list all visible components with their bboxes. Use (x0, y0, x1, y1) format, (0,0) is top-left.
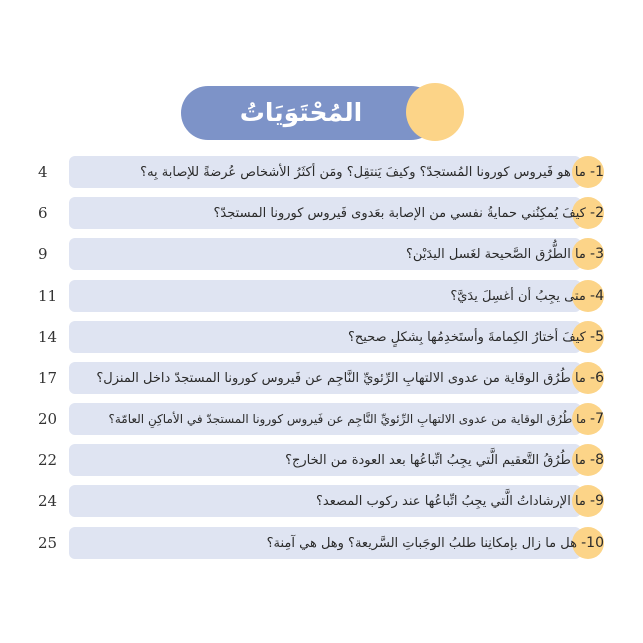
toc-item-label (74, 485, 604, 517)
toc-row[interactable] (0, 197, 643, 229)
toc-item-number: 5- (590, 329, 604, 345)
toc-item-number: 9- (590, 493, 604, 509)
toc-row[interactable] (0, 403, 643, 435)
toc-page-number: 9 (38, 245, 48, 263)
toc-item-text: متى يجِبُ أن أغسِلَ يدَيَّ؟ (450, 289, 586, 304)
toc-page-number: 4 (38, 163, 48, 181)
toc-row[interactable] (0, 321, 643, 353)
toc-item-label (74, 444, 604, 476)
toc-page-number: 6 (38, 204, 48, 222)
toc-row[interactable] (0, 238, 643, 270)
toc-page-number: 11 (38, 287, 58, 305)
toc-item-text: ما هو فَيروس كورونا المُستجدّ؟ وكيفَ يَنتقِل؟ ومَن أكثَرُ الأشخاص عُرضةً للإصابة بِه؟ (140, 165, 586, 180)
toc-item-number: 3- (590, 246, 604, 262)
toc-item-label (74, 197, 604, 229)
toc-item-number: 2- (590, 205, 604, 221)
toc-item-label (74, 238, 604, 270)
toc-item-label (74, 362, 604, 394)
toc-item-text: ما طُرُق الوقاية من عدوى الالتهابِ الرِّئويِّ النَّاجِم عن فَيروس كورونا المستجدّ داخل المنزل؟ (96, 371, 586, 386)
toc-item-text: ما الإرشاداتُ الَّتي يجِبُ اتِّباعُها عند ركوب المصعد؟ (316, 494, 586, 509)
toc-item-label (74, 156, 604, 188)
toc-page-number: 24 (38, 492, 58, 510)
toc-item-number: 4- (590, 288, 604, 304)
toc-item-number: 6- (590, 370, 604, 386)
toc-row[interactable] (0, 485, 643, 517)
toc-page-number: 20 (38, 410, 58, 428)
toc-row[interactable] (0, 156, 643, 188)
toc-page-number: 22 (38, 451, 58, 469)
toc-row[interactable] (0, 362, 643, 394)
toc-item-text: ما طُرُق الوقاية من عدوى الالتهابِ الرِّئويِّ النَّاجِم عن فَيروس كورونا المستجدّ في الأماكِنِ العامّة؟ (108, 412, 587, 426)
toc-page-number: 14 (38, 328, 58, 346)
toc-item-text: كيفَ أختارُ الكِمامةَ وأستَخدِمُها بِشكلٍ صحيح؟ (347, 330, 586, 345)
toc-item-label (74, 403, 604, 435)
toc-page-number: 25 (38, 534, 58, 552)
toc-item-number: 1- (590, 164, 604, 180)
toc-item-text: ما طُرُقُ التَّعقيم الَّتي يجِبُ اتِّباعُها بعد العودة من الخارج؟ (285, 453, 586, 468)
toc-item-label (74, 527, 604, 559)
toc-item-label (74, 321, 604, 353)
toc-row[interactable] (0, 444, 643, 476)
toc-item-text: كيفَ يُمكِنُني حمايةُ نفسي من الإصابة بعَدوى فَيروس كورونا المستجدّ؟ (213, 206, 586, 221)
page-title: المُحْتَوَيَاتُ (239, 98, 363, 127)
toc-item-text: ما الطُّرُق الصَّحيحة لغَسل اليدَيْن؟ (405, 247, 586, 262)
toc-item-text: هل ما زال بإمكانِنا طلبُ الوجَباتِ السَّريعة؟ وهل هي آمِنة؟ (266, 536, 577, 551)
toc-item-number: 10- (581, 535, 604, 551)
toc-item-number: 8- (590, 452, 604, 468)
toc-item-number: 7- (590, 411, 604, 427)
toc-row[interactable] (0, 280, 643, 312)
toc-item-label (74, 280, 604, 312)
toc-page-number: 17 (38, 369, 58, 387)
toc-row[interactable] (0, 527, 643, 559)
